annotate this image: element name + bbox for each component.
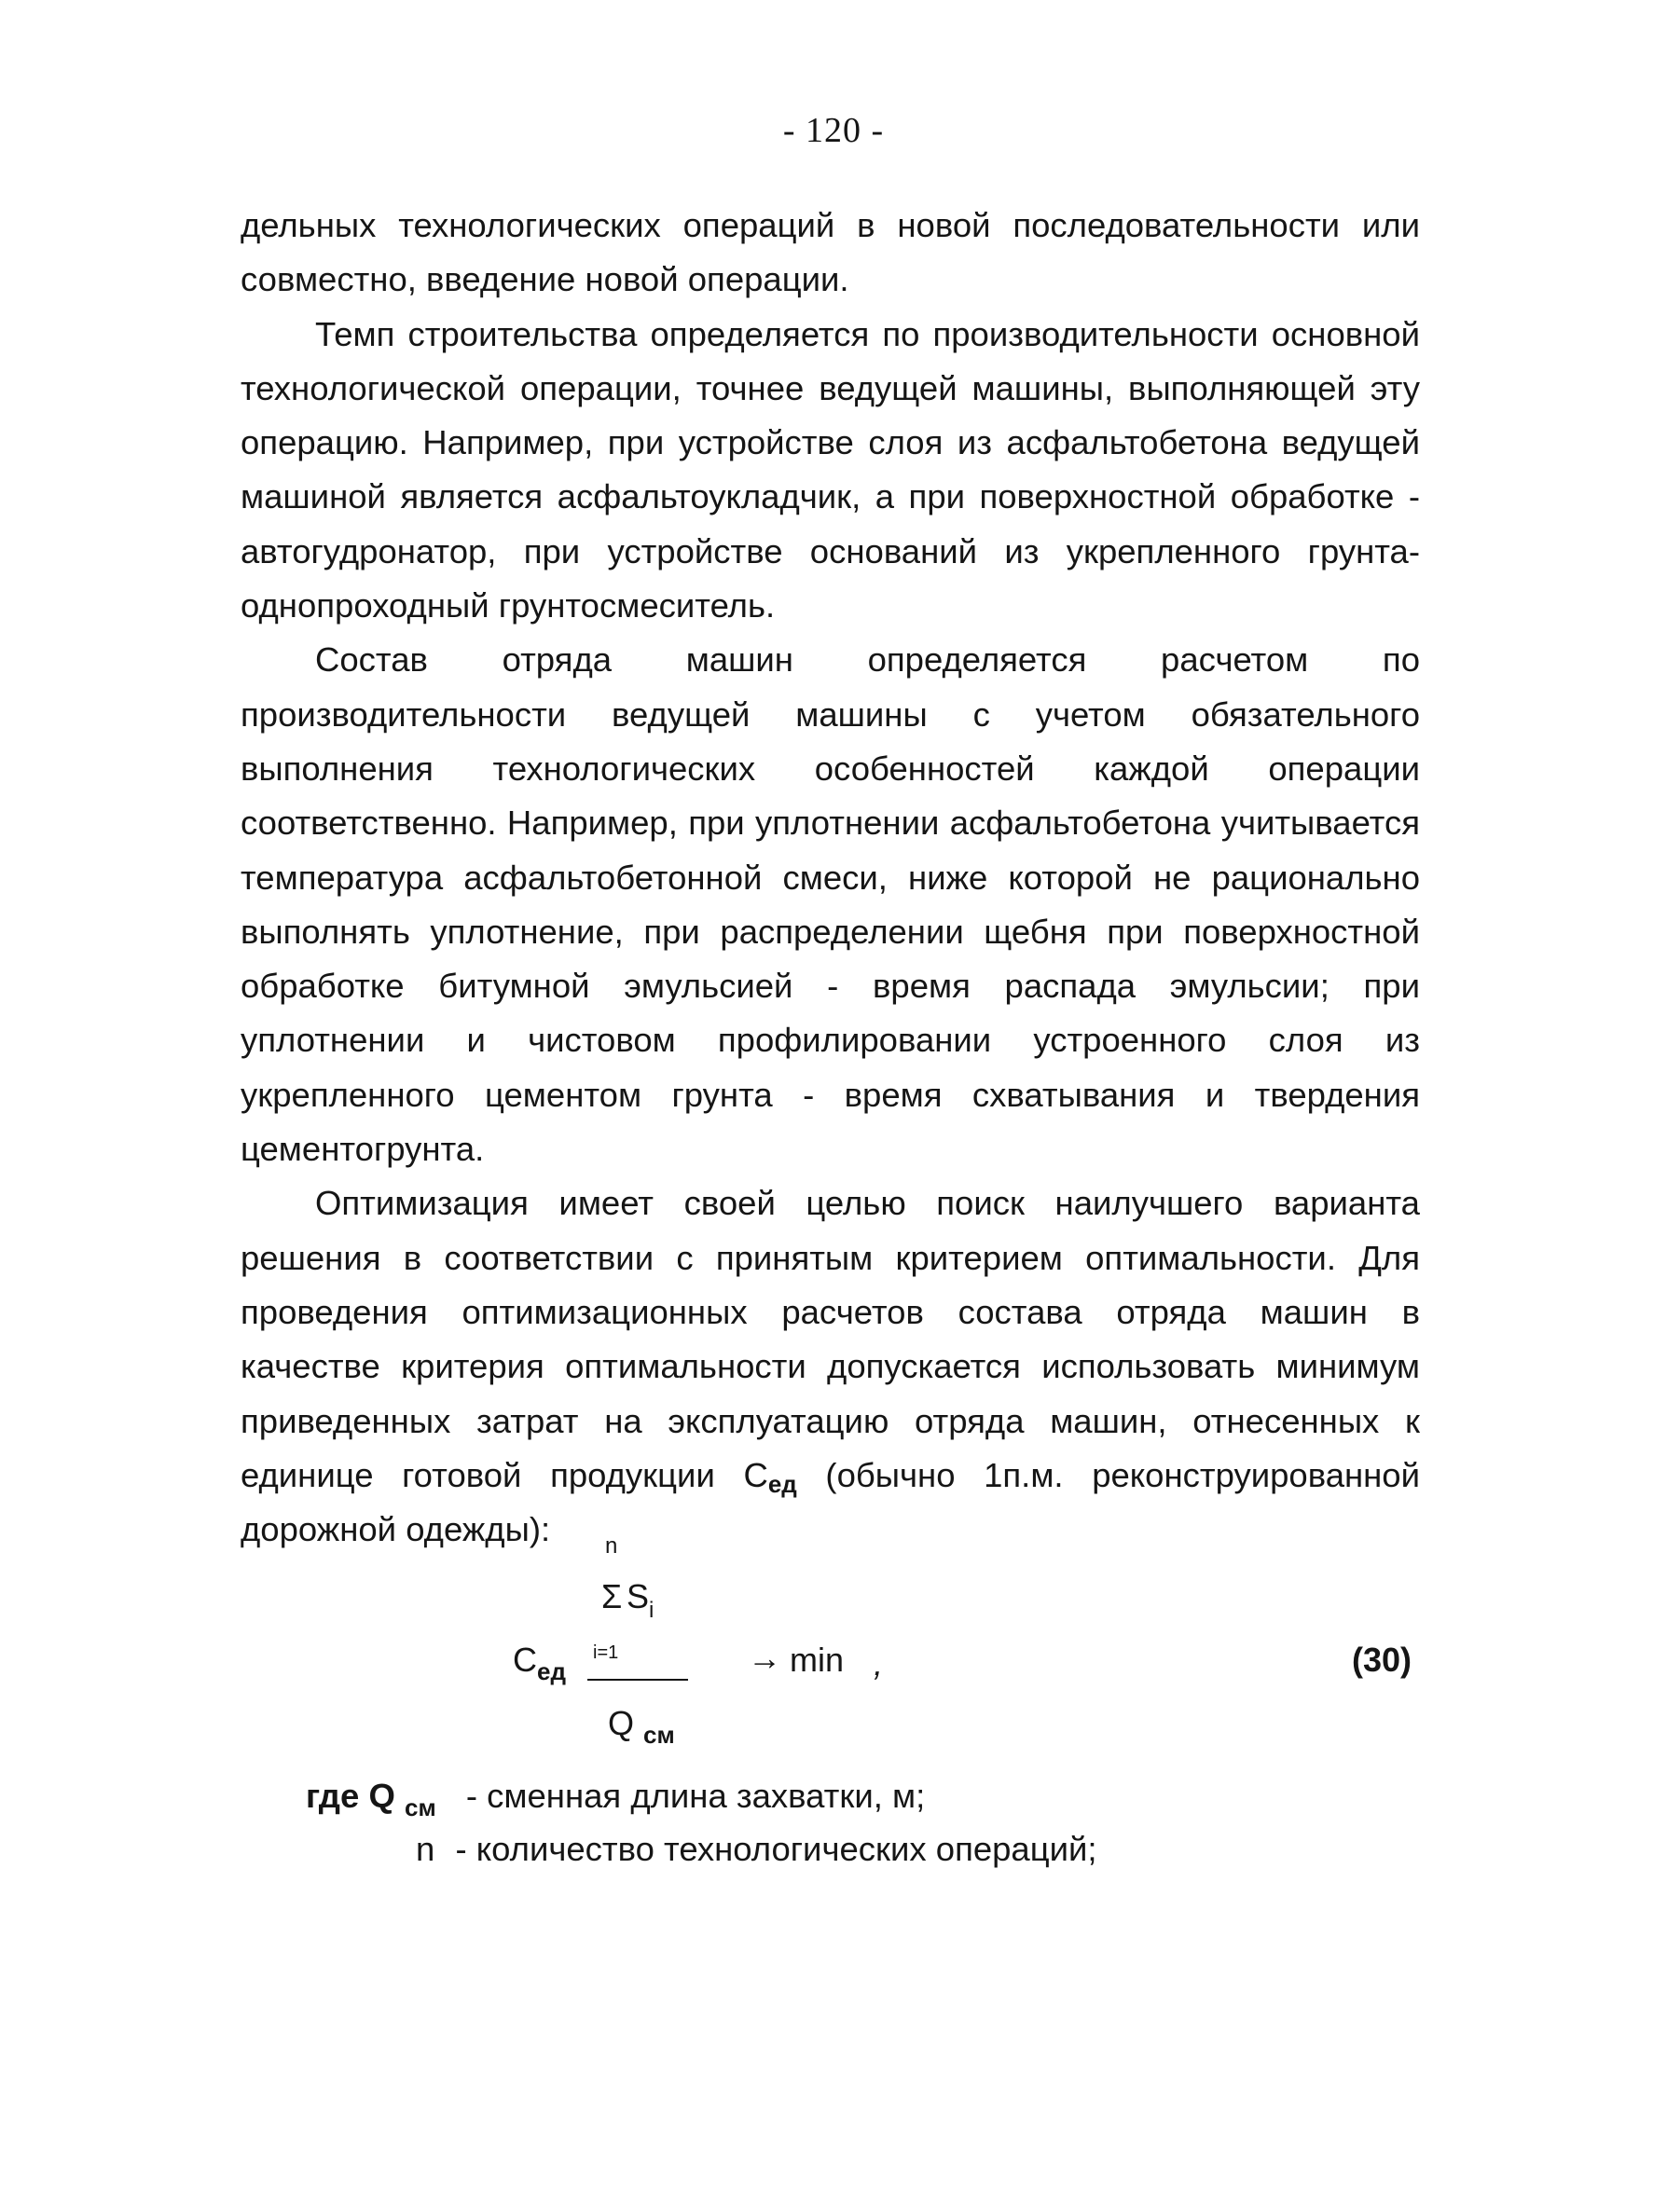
definition-text: - количество технологических операций; xyxy=(455,1830,1097,1868)
paragraph-machine-squad: Состав отряда машин определяется расчетом по производительности ведущей машины с учетом обязательного выполнения технологических особенностей каждой операции соответственно. Например, при уплотнении асфальтобетона учитывается температура асфальтобетонной смеси, ниже которой не рационально выполнять уплотнение, при распределении щебня при поверхностной обработке битумной эмульсией - время распада эмульсии; при уплотнении и чистовом профилировании устроенного слоя из укрепленного цементом грунта - время схватывания и твердения цементогрунта. xyxy=(241,640,1420,1169)
summand-index: i xyxy=(649,1598,654,1623)
unit-cost-symbol: C xyxy=(743,1455,768,1494)
unit-cost-subscript: ед xyxy=(767,1469,797,1498)
denominator-letter: Q xyxy=(608,1704,635,1742)
definition-n xyxy=(416,1830,1097,1869)
sum-summand xyxy=(627,1577,654,1623)
definition-text: - сменная длина захватки, м; xyxy=(465,1777,926,1815)
sum-sigma: Σ xyxy=(601,1577,623,1615)
min-target: min xyxy=(790,1641,845,1679)
paragraph-optimization xyxy=(241,1176,1420,1557)
denominator-subscript: см xyxy=(643,1721,675,1749)
definition-symbol-subscript: см xyxy=(405,1793,436,1821)
lhs-letter: C xyxy=(513,1641,537,1679)
lhs-subscript: ед xyxy=(537,1657,566,1685)
definition-symbol: n xyxy=(416,1830,435,1868)
lhs-symbol xyxy=(513,1641,566,1685)
formula-comma: , xyxy=(874,1644,884,1683)
sum-lower-limit: i=1 xyxy=(593,1642,619,1663)
definition-prefix: где xyxy=(306,1777,360,1815)
definition-symbol: Q $_{см}$ xyxy=(368,1777,436,1821)
denominator xyxy=(608,1704,675,1749)
fraction-bar xyxy=(587,1679,688,1681)
sum-upper-limit: n xyxy=(605,1533,618,1559)
paragraph-construction-pace: Темп строительства определяется по производительности основной технологической операции, точнее ведущей машины, выполняющей эту операцию. Например, при устройстве слоя из асфальтобетона ведущей машиной является асфальтоукладчик, а при поверхностной обработке - автогудронатор, при устройстве оснований из укрепленного грунта-однопроходный грунтосмеситель. xyxy=(241,314,1420,625)
arrow-symbol: → xyxy=(748,1639,781,1677)
formula-number: (30) xyxy=(1352,1641,1412,1679)
definition-q xyxy=(306,1777,926,1821)
page-number: - 120 - xyxy=(782,111,885,150)
body-text xyxy=(241,199,1420,1557)
paragraph-continuation: дельных технологических операций в новой последовательности или совместно, введение новой операции. xyxy=(241,206,1420,299)
summand-letter: S xyxy=(627,1577,650,1615)
optimization-text-end: (обычно 1п.м. реконструированной дорожной одежды): xyxy=(241,1455,1420,1549)
optimization-text-start: Оптимизация имеет своей целью поиск наилучшего варианта решения в соответствии с принятым критерием оптимальности. Для проведения оптимизационных расчетов состава отряда машин в качестве критерия оптимальности допускается использовать минимум приведенных затрат на эксплуатацию отряда машин, отнесенных к единице готовой продукции xyxy=(241,1184,1420,1494)
